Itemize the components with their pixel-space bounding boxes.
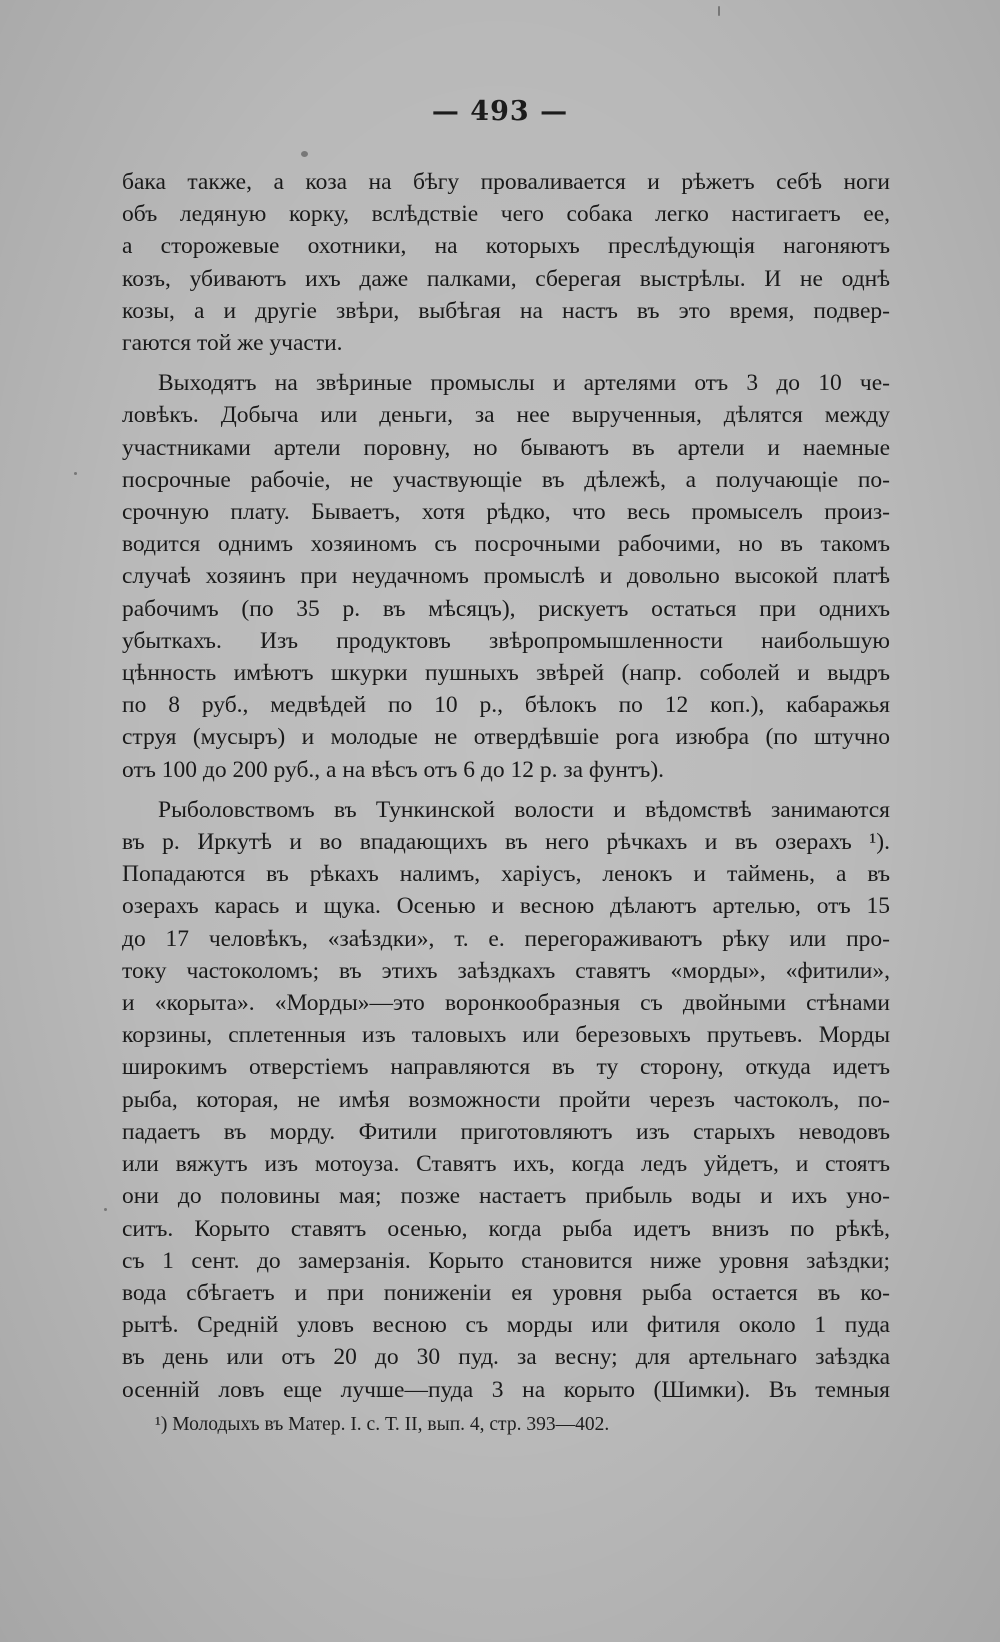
text-line: озерахъ карась и щука. Осенью и весною дѣлаютъ артелью, отъ 15 (122, 893, 890, 920)
text-line: падаетъ въ морду. Фитили приготовляютъ изъ старыхъ неводовъ (122, 1118, 890, 1145)
text-line: широкимъ отверстіемъ направляются въ ту сторону, откуда идетъ (122, 1054, 890, 1081)
text-line: Попадаются въ рѣкахъ налимъ, харіусъ, ленокъ и таймень, а въ (122, 861, 890, 888)
ink-speck (718, 6, 720, 16)
text-line: посрочные рабочіе, не участвующіе въ дѣлежѣ, а получающіе по- (122, 466, 890, 493)
text-line: срочную плату. Бываетъ, хотя рѣдко, что весь промыселъ произ- (122, 499, 890, 526)
text-line: козы, а и другіе звѣри, выбѣгая на настъ въ это время, подвер- (122, 297, 890, 324)
ink-speck (74, 472, 77, 475)
text-line: ситъ. Корыто ставятъ осенью, когда рыба идетъ внизъ по рѣкѣ, (122, 1215, 890, 1242)
footnote: ¹) Молодыхъ въ Матер. I. с. Т. II, вып. 4, стр. 393—402. (155, 1414, 610, 1435)
text-line: Выходятъ на звѣриные промыслы и артелями отъ 3 до 10 че- (158, 370, 890, 397)
text-line: объ ледяную корку, вслѣдствіе чего собака легко настигаетъ ее, (122, 201, 890, 228)
text-line: съ 1 сент. до замерзанія. Корыто становится ниже уровня заѣздки; (122, 1247, 890, 1274)
paragraph-3 (122, 794, 890, 1406)
text-line: въ день или отъ 20 до 30 пуд. за весну; для артельнаго заѣздка (122, 1344, 890, 1371)
text-line: убыткахъ. Изъ продуктовъ звѣропромышленности наибольшую (122, 627, 890, 654)
text-line: току частоколомъ; въ этихъ заѣздкахъ ставятъ «морды», «фитили», (122, 957, 890, 984)
text-line: водится однимъ хозяиномъ съ посрочными рабочими, но въ такомъ (122, 531, 890, 558)
text-line: ловѣкъ. Добыча или деньги, за нее вырученныя, дѣлятся между (122, 402, 890, 429)
text-line: корзины, сплетенныя изъ таловыхъ или березовыхъ прутьевъ. Морды (122, 1022, 890, 1049)
text-line: рытѣ. Средній уловъ весною съ морды или фитиля около 1 пуда (122, 1312, 890, 1339)
body-text (122, 166, 890, 1414)
text-line: по 8 руб., медвѣдей по 10 р., бѣлокъ по 12 коп.), кабаражья (122, 692, 890, 719)
text-line: цѣнность имѣютъ шкурки пушныхъ звѣрей (напр. соболей и выдръ (122, 660, 890, 687)
text-line: участниками артели поровну, но бываютъ въ артели и наемные (122, 434, 890, 461)
text-line: козъ, убиваютъ ихъ даже палками, сберегая выстрѣлы. И не однѣ (122, 265, 890, 292)
text-line: гаются той же участи. (122, 330, 343, 357)
text-line: бака также, а коза на бѣгу проваливается и рѣжетъ себѣ ноги (122, 169, 890, 195)
text-line: случаѣ хозяинъ при неудачномъ промыслѣ и довольно высокой платѣ (122, 563, 890, 590)
text-line: и «корыта». «Морды»—это воронкообразныя съ двойными стѣнами (122, 990, 890, 1017)
text-line: въ р. Иркутѣ и во впадающихъ въ него рѣчкахъ и въ озерахъ ¹). (122, 829, 890, 856)
text-line: до 17 человѣкъ, «заѣздки», т. е. перегораживаютъ рѣку или про- (122, 925, 890, 952)
text-line: Рыболовствомъ въ Тункинской волости и вѣдомствѣ занимаются (158, 796, 890, 823)
ink-speck (104, 1208, 107, 1211)
text-line: отъ 100 до 200 руб., а на вѣсъ отъ 6 до 12 р. за фунтъ). (122, 756, 665, 783)
paragraph-2 (122, 367, 890, 786)
text-line: рабочимъ (по 35 р. въ мѣсяцъ), рискуетъ остаться при однихъ (122, 595, 890, 622)
text-line: рыба, которая, не имѣя возможности пройти черезъ частоколъ, по- (122, 1086, 890, 1113)
ink-speck (301, 151, 308, 157)
text-line: вода сбѣгаетъ и при пониженіи ея уровня рыба остается въ ко- (122, 1279, 890, 1306)
text-line: осенній ловъ еще лучше—пуда 3 на корыто (Шимки). Въ темныя (122, 1376, 890, 1403)
text-line: а сторожевые охотники, на которыхъ преслѣдующія нагоняютъ (122, 233, 890, 260)
text-line: или вяжутъ изъ мотоуза. Ставятъ ихъ, когда ледъ уйдетъ, и стоятъ (122, 1151, 890, 1178)
paragraph-1 (122, 166, 890, 359)
page-number: — 493 — (431, 96, 569, 127)
text-line: струя (мусыръ) и молодые не отвердѣвшіе рога изюбра (по штучно (122, 724, 890, 751)
text-line: они до половины мая; позже настаетъ прибыль воды и ихъ уно- (122, 1183, 890, 1210)
